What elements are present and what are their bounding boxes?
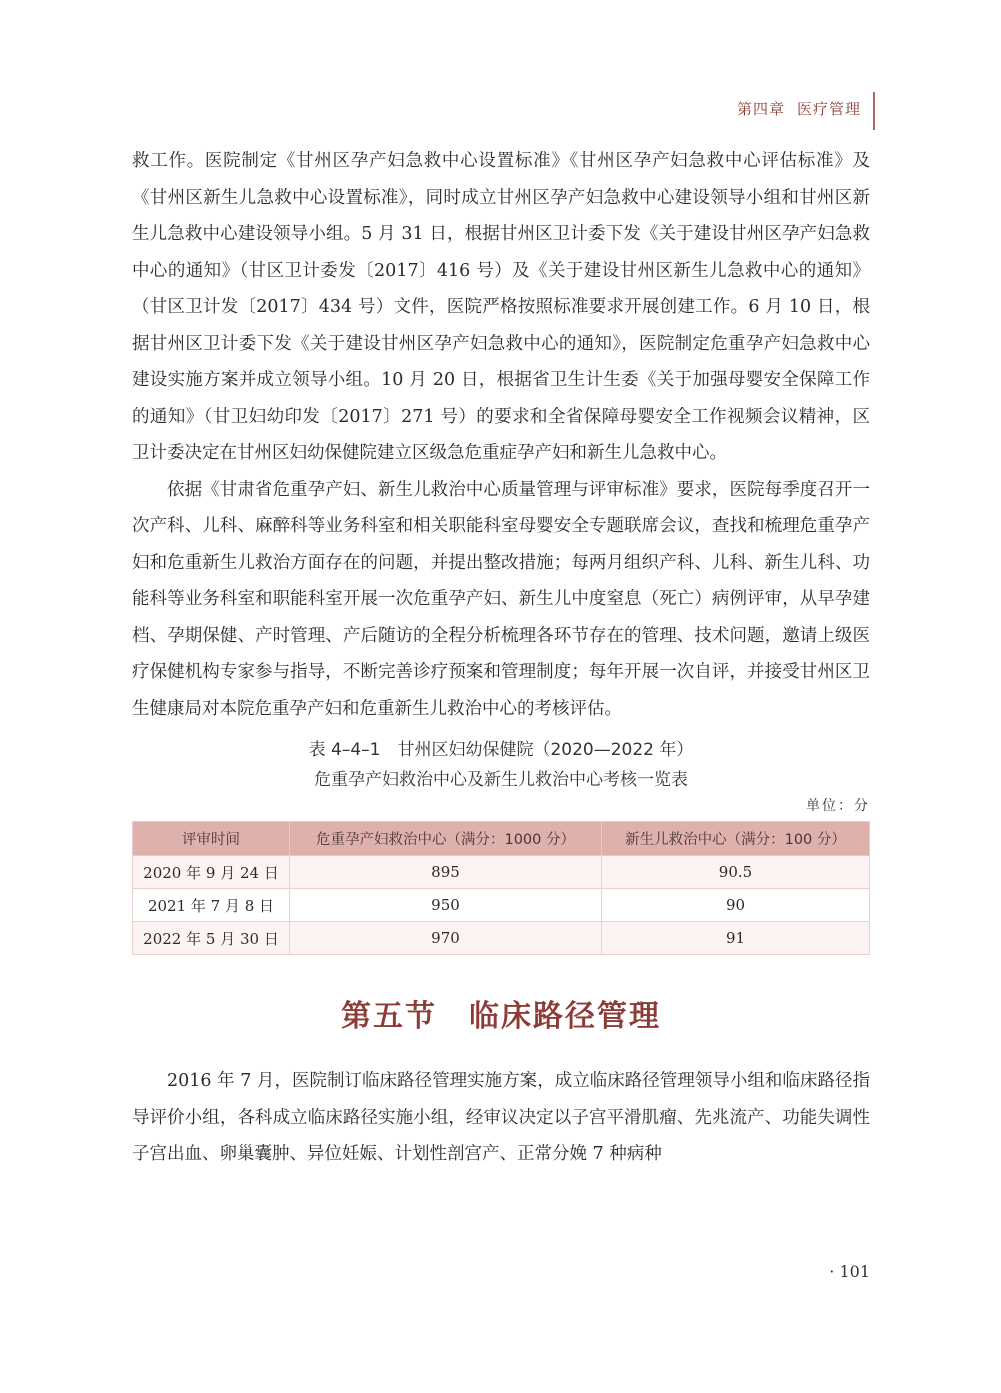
section-title: 第五节 临床路径管理 — [341, 999, 661, 1034]
table-unit: 单位：分 — [806, 798, 870, 814]
table-caption-line1: 表 4–4–1 甘州区妇幼保健院（2020—2022 年） — [308, 740, 694, 760]
cell-date: 2021 年 7 月 8 日 — [133, 889, 290, 922]
table-row — [133, 889, 870, 922]
table-row — [133, 922, 870, 955]
header-maternal-center: 危重孕产妇救治中心（满分：1000 分） — [290, 822, 602, 856]
running-header — [737, 98, 861, 119]
header-review-date: 评审时间 — [133, 822, 290, 856]
cell-neonatal-score: 90.5 — [602, 856, 870, 889]
cell-maternal-score: 970 — [290, 922, 602, 955]
paragraph-continuation: 救工作。医院制定《甘州区孕产妇急救中心设置标准》《甘州区孕产妇急救中心评估标准》及《甘州区新生儿急救中心设置标准》，同时成立甘州区孕产妇急救中心建设领导小组和甘州区新生儿急救中心建设领导小组。5 月 31 日，根据甘州区卫计委下发《关于建设甘州区孕产妇急救中心的通知》（甘区卫计委发〔2017〕416 号）及《关于建设甘州区新生儿急救中心的通知》（甘区卫计发〔2017〕434 号）文件，医院严格按照标准要求开展创建工作。6 月 10 日，根据甘州区卫计委下发《关于建设甘州区孕产妇急救中心的通知》，医院制定危重孕产妇急救中心建设实施方案并成立领导小组。10 月 20 日，根据省卫生计生委《关于加强母婴安全保障工作的通知》（甘卫妇幼印发〔2017〕271 号）的要求和全省保障母婴安全工作视频会议精神，区卫计委决定在甘州区妇幼保健院建立区级急危重症孕产妇和新生儿急救中心。 — [132, 151, 870, 463]
header-neonatal-center: 新生儿救治中心（满分：100 分） — [602, 822, 870, 856]
table-header-row — [133, 822, 870, 856]
table-row — [133, 856, 870, 889]
page-number: · 101 — [829, 1262, 870, 1281]
cell-neonatal-score: 90 — [602, 889, 870, 922]
paragraph-clinical-pathway: 2016 年 7 月，医院制订临床路径管理实施方案，成立临床路径管理领导小组和临床路径指导评价小组，各科成立临床路径实施小组，经审议决定以子宫平滑肌瘤、先兆流产、功能失调性子宫出血、卵巢囊肿、异位妊娠、计划性剖宫产、正常分娩 7 种病种 — [132, 1071, 870, 1164]
cell-date: 2022 年 5 月 30 日 — [133, 922, 290, 955]
cell-neonatal-score: 91 — [602, 922, 870, 955]
page-body — [132, 143, 870, 1173]
cell-maternal-score: 950 — [290, 889, 602, 922]
paragraph-review-mechanism: 依据《甘肃省危重孕产妇、新生儿救治中心质量管理与评审标准》要求，医院每季度召开一次产科、儿科、麻醉科等业务科室和相关职能科室母婴安全专题联席会议，查找和梳理危重孕产妇和危重新生儿救治方面存在的问题，并提出整改措施；每两月组织产科、儿科、新生儿科、功能科等业务科室和职能科室开展一次危重孕产妇、新生儿中度窒息（死亡）病例评审，从早孕建档、孕期保健、产时管理、产后随访的全程分析梳理各环节存在的管理、技术问题，邀请上级医疗保健机构专家参与指导，不断完善诊疗预案和管理制度；每年开展一次自评，并接受甘州区卫生健康局对本院危重孕产妇和危重新生儿救治中心的考核评估。 — [132, 479, 870, 719]
chapter-title: 医疗管理 — [796, 100, 861, 118]
cell-date: 2020 年 9 月 24 日 — [133, 856, 290, 889]
table-caption-line2: 危重孕产妇救治中心及新生儿救治中心考核一览表 — [314, 770, 688, 790]
chapter-number: 第四章 — [736, 100, 785, 118]
cell-maternal-score: 895 — [290, 856, 602, 889]
assessment-table — [132, 821, 870, 955]
table-caption — [132, 735, 870, 795]
header-divider — [873, 92, 875, 130]
